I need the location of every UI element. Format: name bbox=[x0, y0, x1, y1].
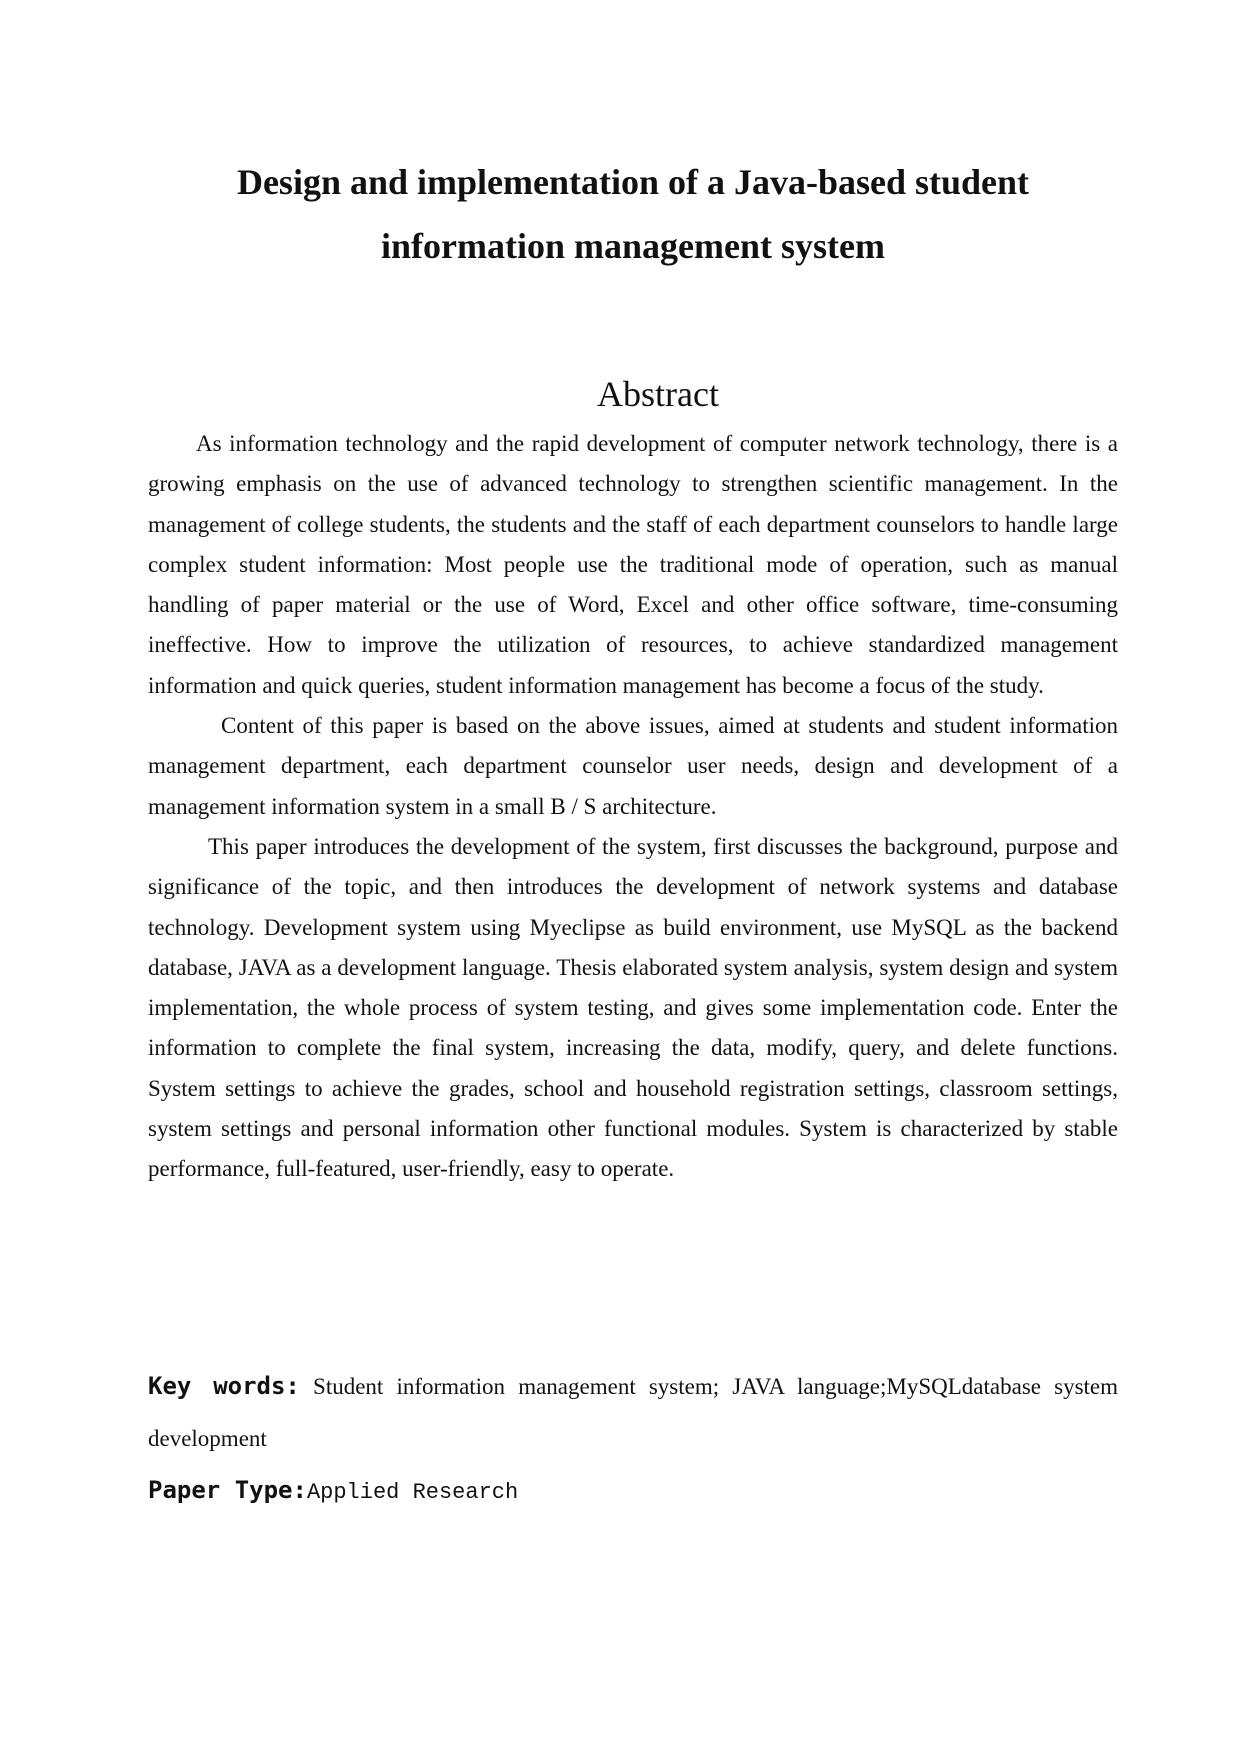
abstract-paragraph-1: As information technology and the rapid development of computer network technology, there is a growing emphasis on the use of advanced technology to strengthen scientific management. In the management of college students, the students and the staff of each department counselors to handle large complex student information: Most people use the traditional mode of operation, such as manual handling of paper material or the use of Word, Excel and other office software, time-consuming ineffective. How to improve the utilization of resources, to achieve standardized management information and quick queries, student information management has become a focus of the study. bbox=[148, 431, 1118, 698]
paper-type-label: Paper Type: bbox=[148, 1476, 307, 1504]
paper-title: Design and implementation of a Java-based student information management system bbox=[236, 162, 1030, 266]
paper-type-value: Applied Research bbox=[306, 1480, 519, 1505]
keywords-label: Key words: bbox=[148, 1372, 300, 1400]
abstract-body bbox=[148, 424, 1118, 1190]
paper-type-line bbox=[148, 1470, 1118, 1513]
keywords-line bbox=[148, 1360, 1118, 1465]
abstract-paragraph-3: This paper introduces the development of the system, first discusses the background, purpose and significance of the topic, and then introduces the development of network systems and database technology. Development system using Myeclipse as build environment, use MySQL as the backend database, JAVA as a development language. Thesis elaborated system analysis, system design and system implementation, the whole process of system testing, and gives some implementation code. Enter the information to complete the final system, increasing the data, modify, query, and delete functions. System settings to achieve the grades, school and household registration settings, classroom settings, system settings and personal information other functional modules. System is characterized by stable performance, full-featured, user-friendly, easy to operate. bbox=[148, 833, 1118, 1182]
abstract-heading: Abstract bbox=[597, 374, 719, 414]
keywords-value: Student information management system; JAVA language;MySQLdatabase system development bbox=[148, 1374, 1119, 1451]
abstract-paragraph-2: Content of this paper is based on the above issues, aimed at students and student information management department, each department counselor user needs, design and development of a management information system in a small B / S architecture. bbox=[148, 713, 1118, 819]
